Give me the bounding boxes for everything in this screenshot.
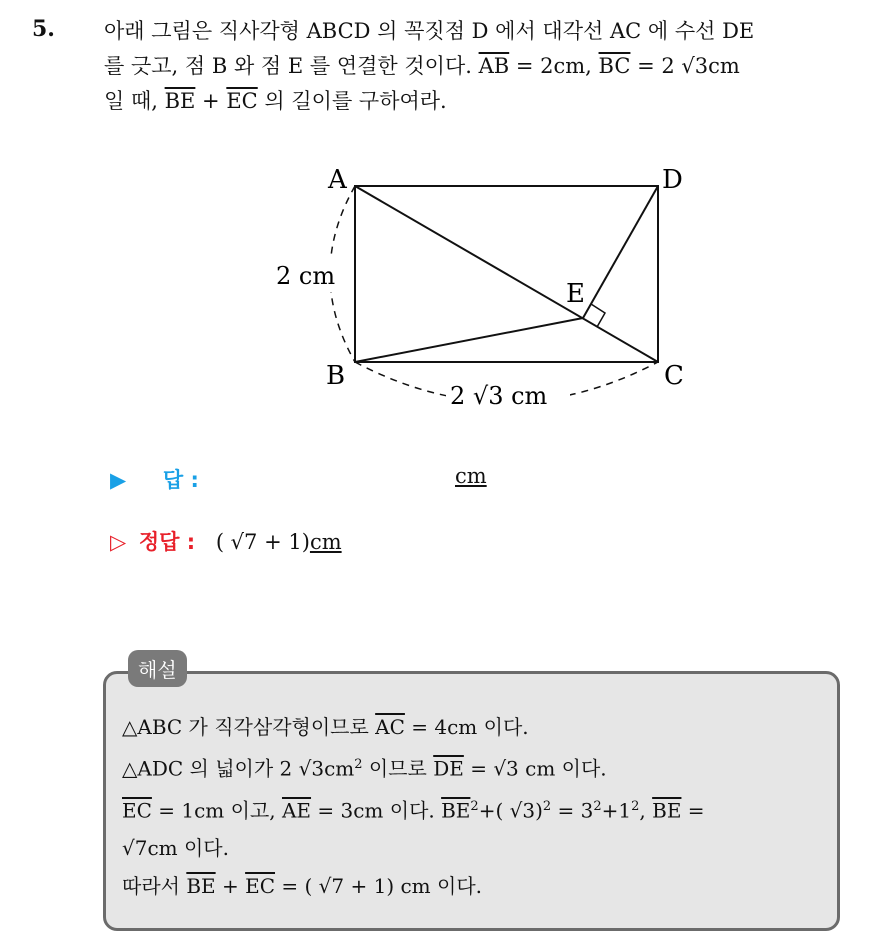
problem-text — [104, 14, 874, 119]
explanation-line-5: 따라서 $\overline{BE} + \overline{EC}$ = ( √7 + 1) cm 이다. — [122, 874, 482, 899]
explanation-line-4: √7cm 이다. — [122, 836, 229, 861]
problem-line-2: 를 긋고, 점 B 와 점 E 를 연결한 것이다. $\overline{AB} = 2cm$, $\overline{BC} = 2$ √3cm — [104, 54, 740, 78]
answer-row — [110, 464, 199, 494]
problem-number: 5. — [32, 16, 55, 42]
explanation-text — [122, 708, 705, 905]
explanation-line-2: △ADC 의 넓이가 2 $√3cm^2$ 이므로 $\overline{DE} = √3$ cm 이다. — [122, 756, 607, 781]
correct-unit: cm — [309, 530, 342, 554]
diagonal-ac — [355, 186, 658, 362]
correct-row — [110, 526, 342, 556]
rectangle-figure — [250, 152, 710, 422]
segment-de-line — [583, 186, 658, 318]
problem-line-3: 일 때, $\overline{BE} + \overline{EC}$ 의 길이를 구하여라. — [104, 89, 447, 113]
answer-unit[interactable]: cm — [455, 464, 487, 488]
answer-label: 답 : — [162, 468, 199, 492]
vertex-c: C — [664, 361, 684, 391]
segment-bc: $\overline{BC}$ — [598, 54, 631, 78]
explanation-line-1: △ABC 가 직각삼각형이므로 $\overline{AC} = 4cm$ 이다. — [122, 715, 529, 739]
side-bc-label: 2 √3 cm — [450, 382, 548, 410]
correct-value: ( √7 + 1)cm — [215, 530, 342, 554]
segment-ec: $\overline{EC}$ — [226, 89, 258, 113]
segment-be-line — [355, 318, 583, 362]
vertex-d: D — [662, 165, 683, 195]
vertex-e: E — [566, 279, 585, 309]
explanation-line-3: $\overline{EC} = 1cm$ 이고, $\overline{AE} = 3cm$ 이다. $\overline{BE}^2+$( $√3)^2 = 3^2+1^2$, $\overline{BE}$ = — [122, 798, 705, 823]
vertex-b: B — [326, 361, 346, 391]
vertex-a: A — [328, 165, 347, 195]
problem-line-1: 아래 그림은 직사각형 ABCD 의 꼭짓점 D 에서 대각선 AC 에 수선 DE — [104, 19, 755, 43]
side-ab-label: 2 cm — [276, 262, 336, 290]
segment-ab: $\overline{AB}$ — [478, 54, 510, 78]
play-icon: ▶ — [110, 468, 127, 492]
segment-be: $\overline{BE}$ — [164, 89, 196, 113]
correct-label: 정답 : — [138, 530, 196, 554]
outline-play-icon: ▷ — [110, 530, 127, 554]
explanation-tag: 해설 — [128, 650, 187, 687]
